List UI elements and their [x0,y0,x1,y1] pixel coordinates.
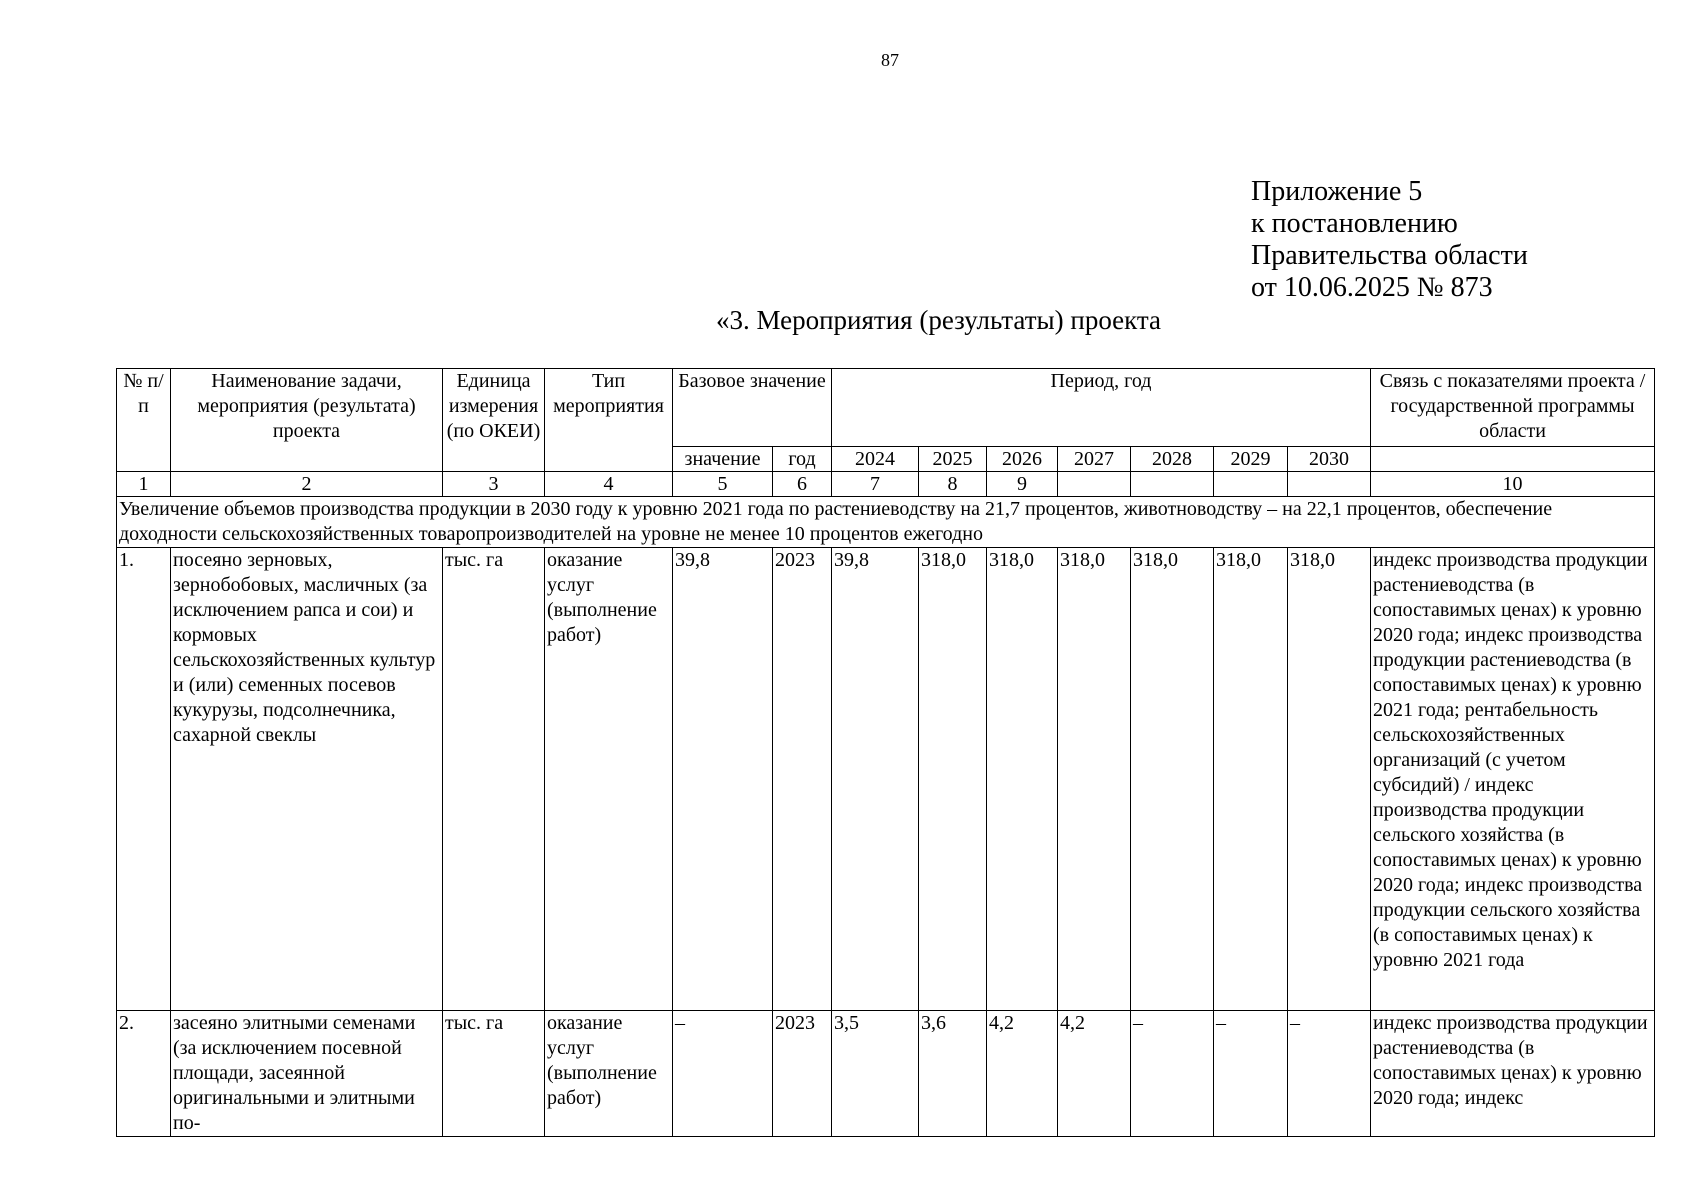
measures-table [116,368,1655,1137]
header-name: Наименование задачи, мероприятия (результата) проекта [171,369,443,472]
row-value: 318,0 [1131,548,1214,1011]
goal-row [117,497,1655,548]
row-value: 318,0 [987,548,1058,1011]
column-number: 7 [832,472,919,497]
header-link: Связь с показателями проекта / государственной программы области [1371,369,1655,447]
row-value: 318,0 [1288,548,1371,1011]
header-num: № п/п [117,369,171,472]
row-value: – [1288,1011,1371,1137]
row-num: 1. [117,548,171,1011]
row-num: 2. [117,1011,171,1137]
column-number [1058,472,1131,497]
section-title: «3. Мероприятия (результаты) проекта [715,305,1162,335]
row-name: засеяно элитными семенами (за исключением посевной площади, засеянной оригинальными и элитными по- [171,1011,443,1137]
column-number: 3 [443,472,545,497]
header-year: 2029 [1214,447,1288,472]
goal-text: Увеличение объемов производства продукции в 2030 году к уровню 2021 года по растениеводству на 21,7 процентов, животноводству – на 22,1 процентов, обеспечение доходности сельскохозяйственных товаропроизводителей на уровне не менее 10 процентов ежегодно [117,497,1655,548]
column-number: 2 [171,472,443,497]
column-number: 8 [919,472,987,497]
header-year: 2026 [987,447,1058,472]
appendix-line: Правительства области [1251,240,1528,271]
row-value: 318,0 [1214,548,1288,1011]
header-period: Период, год [832,369,1371,447]
appendix-note [1251,176,1528,304]
header-row [117,369,1655,447]
header-base: Базовое значение [673,369,832,447]
column-number: 4 [545,472,673,497]
header-year: 2028 [1131,447,1214,472]
appendix-line: Приложение 5 [1251,176,1423,207]
table-row [117,1011,1655,1137]
column-number: 1 [117,472,171,497]
column-number [1214,472,1288,497]
row-base-value: 39,8 [673,548,773,1011]
row-value: 318,0 [1058,548,1131,1011]
header-year: 2030 [1288,447,1371,472]
row-value: – [1131,1011,1214,1137]
row-value: 3,6 [919,1011,987,1137]
column-number: 9 [987,472,1058,497]
row-name: посеяно зерновых, зернобобовых, масличных (за исключением рапса и сои) и кормовых сельскохозяйственных культур и (или) семенных посевов кукурузы, подсолнечника, сахарной свеклы [171,548,443,1011]
row-base-year: 2023 [773,1011,832,1137]
row-value: 318,0 [919,548,987,1011]
row-type: оказание услуг (выполнение работ) [545,548,673,1011]
row-value: – [1214,1011,1288,1137]
header-link-sub [1371,447,1655,472]
header-year: 2025 [919,447,987,472]
column-number [1288,472,1371,497]
column-number-row [117,472,1655,497]
row-link: индекс производства продукции растениеводства (в сопоставимых ценах) к уровню 2020 года; индекс производства продукции растениеводства (в сопоставимых ценах) к уровню 2021 года; рентабельность сельскохозяйственных организаций (с учетом субсидий) / индекс производства продукции сельского хозяйства (в сопоставимых ценах) к уровню 2020 года; индекс производства продукции сельского хозяйства (в сопоставимых ценах) к уровню 2021 года [1371,548,1655,1011]
table-row [117,548,1655,1011]
row-value: 3,5 [832,1011,919,1137]
column-number: 5 [673,472,773,497]
header-unit: Единица измерения (по ОКЕИ) [443,369,545,472]
row-base-value: – [673,1011,773,1137]
appendix-line: к постановлению [1251,208,1458,239]
row-value: 4,2 [1058,1011,1131,1137]
header-base-value: значение [673,447,773,472]
header-base-year: год [773,447,832,472]
header-type: Тип мероприятия [545,369,673,472]
page-number: 87 [881,50,899,70]
header-year: 2024 [832,447,919,472]
column-number [1131,472,1214,497]
column-number: 10 [1371,472,1655,497]
row-unit: тыс. га [443,548,545,1011]
row-value: 4,2 [987,1011,1058,1137]
row-type: оказание услуг (выполнение работ) [545,1011,673,1137]
column-number: 6 [773,472,832,497]
header-year: 2027 [1058,447,1131,472]
row-base-year: 2023 [773,548,832,1011]
row-value: 39,8 [832,548,919,1011]
appendix-line: от 10.06.2025 № 873 [1251,272,1493,303]
row-link: индекс производства продукции растениеводства (в сопоставимых ценах) к уровню 2020 года; индекс [1371,1011,1655,1137]
row-unit: тыс. га [443,1011,545,1137]
